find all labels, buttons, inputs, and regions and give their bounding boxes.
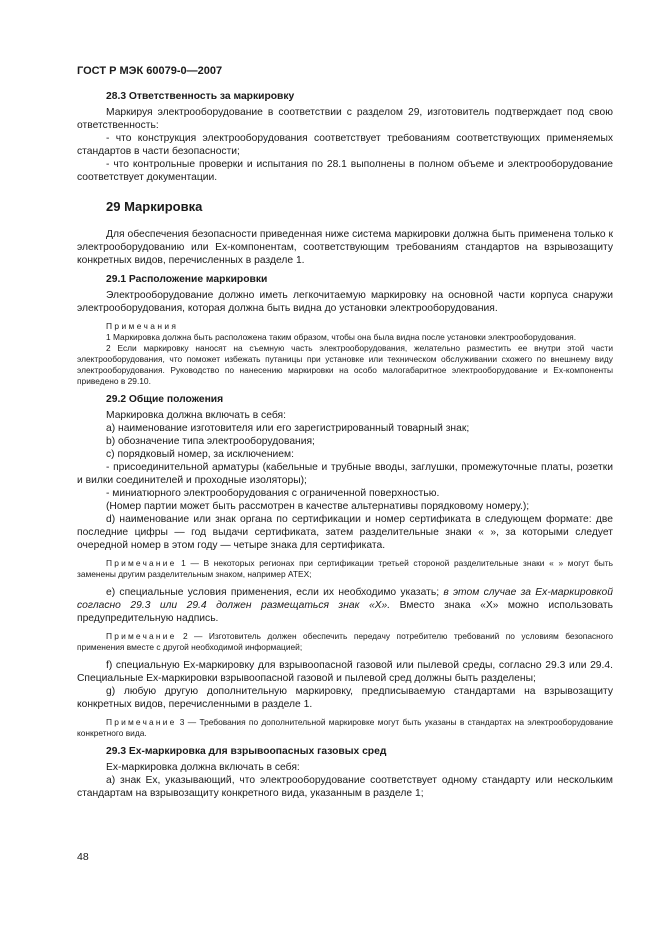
paragraph: Маркировка должна включать в себя: [106, 410, 286, 421]
document-body [77, 90, 613, 800]
list-item: a) наименование изготовителя или его зарегистрированный товарный знак; [106, 423, 470, 434]
heading-28-3: 28.3 Ответственность за маркировку [106, 91, 295, 102]
list-item: (Номер партии может быть рассмотрен в качестве альтернативы порядковому номеру.); [106, 501, 530, 512]
paragraph: Ex-маркировка должна включать в себя: [106, 762, 300, 773]
note-3 [77, 717, 613, 739]
list-item [77, 586, 613, 625]
document-header: ГОСТ Р МЭК 60079-0—2007 [77, 65, 223, 77]
item-e-italic: в этом случае за Ex-маркировкой согласно 29.3 или 29.4 должен размещаться знак «X». [77, 587, 613, 611]
heading-29-3: 29.3 Ex-маркировка для взрывоопасных газовых сред [106, 746, 387, 757]
list-item: b) обозначение типа электрооборудования; [106, 436, 315, 447]
note-item: 2 Если маркировку наносят на съемную часть электрооборудования, желательно разместить ее внутри этой части электрооборудования, что поможет избежать путаницы при установке или техническом обслуживании схожего по внешнему виду электрооборудования. Руководство по нанесению маркировки на особо малогабаритное электрооборудование и Ex-компоненты приведено в 29.10. [77, 343, 613, 386]
note-item: 1 Маркировка должна быть расположена таким образом, чтобы она была видна после установки электрооборудования. [106, 332, 577, 342]
heading-29-1: 29.1 Расположение маркировки [106, 274, 268, 285]
list-item: a) знак Ex, указывающий, что электрооборудование соответствует одному стандарту или нескольким стандартам на взрывозащиту конкретного вида, указанным в разделе 1; [77, 775, 613, 799]
note-text: 3 — Требования по дополнительной маркировке могут быть указаны в стандартах на электрооборудование конкретного вида. [77, 717, 613, 738]
paragraph: Электрооборудование должно иметь легкочитаемую маркировку на основной части корпуса снаружи электрооборудования, которая должна быть видна до установки электрооборудования. [77, 290, 613, 314]
list-item: g) любую другую дополнительную маркировку, предписываемую стандартами на взрывозащиту конкретных видов, перечисленными в разделе 1. [77, 686, 613, 710]
paragraph: Для обеспечения безопасности приведенная ниже система маркировки должна быть применена только к электрооборудованию или Ex-компонентам, соответствующим требованиям стандартов на взрывозащиту конкретных видов, перечисленных в разделе 1. [77, 229, 613, 266]
note-text: 1 — В некоторых регионах при сертификации третьей стороной разделительные знаки « » могут быть заменены другим разделительным знаком, например АТЕХ; [77, 558, 613, 579]
note-text: 2 — Изготовитель должен обеспечить передачу потребителю требований по условиям безопасного применения вместе с другой необходимой информацией; [77, 631, 613, 652]
heading-29: 29 Маркировка [106, 199, 203, 214]
note-label: Примечание [106, 631, 177, 641]
page-number: 48 [77, 851, 89, 863]
note-label: Примечание [106, 717, 177, 727]
list-item: c) порядковый номер, за исключением: [106, 449, 294, 460]
note-1 [77, 558, 613, 580]
list-item: d) наименование или знак органа по сертификации и номер сертификата в следующем формате: две последние цифры — год выдачи сертификата, затем разделительные знаки « », за которыми следует очередной номер в этом году — четыре знака для сертификата. [77, 514, 613, 551]
item-e-start: e) специальные условия применения, если их необходимо указать; [106, 587, 444, 598]
list-item: f) специальную Ex-маркировку для взрывоопасной газовой или пылевой среды, согласно 29.3 или 29.4. Специальные Ex-маркировки взрывоопасной газовой и пылевой сред должны быть разделены; [77, 660, 613, 684]
list-item: - что контрольные проверки и испытания по 28.1 выполнены в полном объеме и электрооборудование соответствует документации. [77, 159, 613, 183]
list-item: - миниатюрного электрооборудования с ограниченной поверхностью. [106, 488, 440, 499]
heading-29-2: 29.2 Общие положения [106, 394, 224, 405]
notes-title: Примечания [106, 321, 179, 331]
note-label: Примечание [106, 558, 177, 568]
item-e-end: Вместо знака «X» можно использовать предупредительную надпись. [77, 600, 613, 624]
list-item: - что конструкция электрооборудования соответствует требованиям соответствующих применяемых стандартов в части безопасности; [77, 133, 613, 157]
paragraph: Маркируя электрооборудование в соответствии с разделом 29, изготовитель подтверждает под свою ответственность: [77, 107, 613, 131]
note-2 [77, 631, 613, 653]
list-item: - присоединительной арматуры (кабельные и трубные вводы, заглушки, промежуточные платы, розетки и вилки соединителей и проходные изоляторы); [77, 462, 613, 486]
